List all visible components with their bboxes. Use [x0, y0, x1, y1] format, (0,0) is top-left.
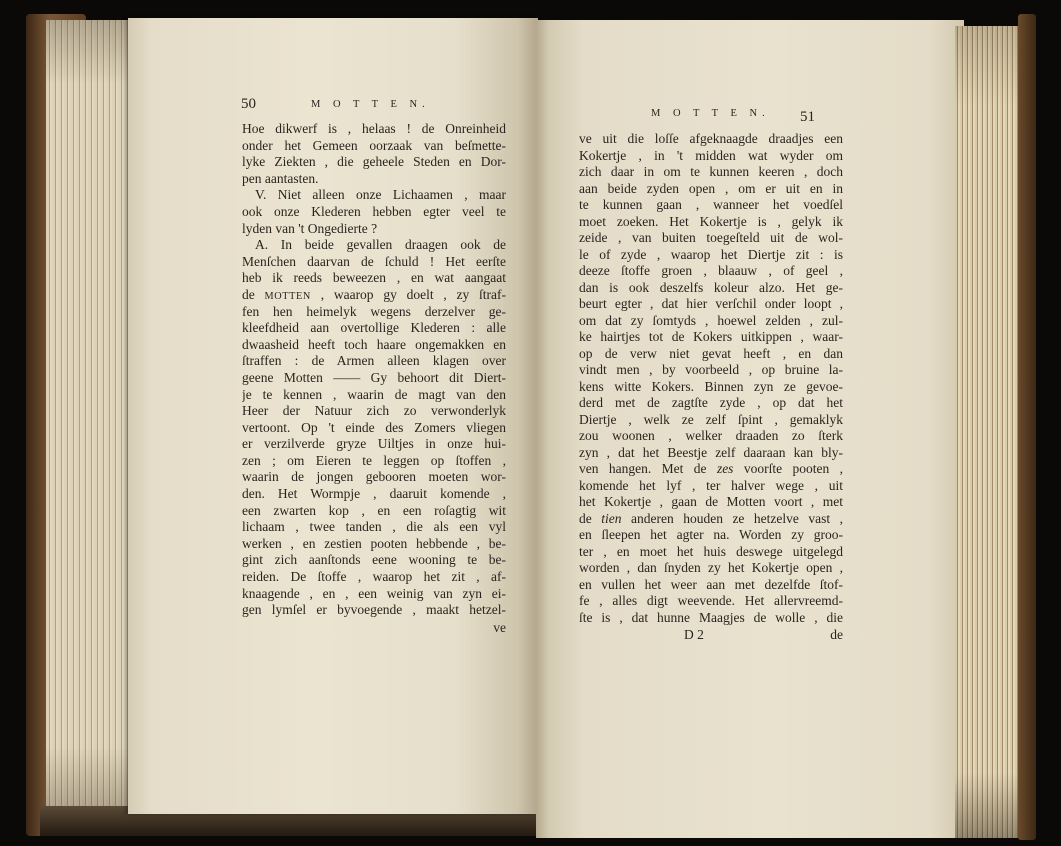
text-line: vindt men , by voorbeeld , op bruine la- [579, 362, 843, 377]
text-line: ve uit die loſſe afgeknaagde draadjes een [579, 131, 843, 146]
text-segment: de [242, 286, 265, 302]
text-line: een zwarten kop , en een roſagtig wit [242, 502, 506, 518]
text-line: den. Het Wormpje , daaruit komende , [242, 486, 506, 502]
text-line: kleefdheid aan overtollige Klederen : alle [242, 320, 506, 336]
text-line: en ſleepen het agter na. Worden zy groo- [579, 527, 843, 542]
text-line: Kokertje , in 't midden wat wyder om [579, 147, 843, 163]
text-line: te kunnen gaan , wanneer het voedſel [579, 197, 843, 212]
text-line: gint zich aanſtonds eene wooning te be- [242, 552, 506, 568]
text-line: ſte is , dat hunne Maagjes de wolle , die [579, 609, 843, 625]
catchword-left: ve [493, 620, 506, 635]
left-page-text [242, 121, 506, 619]
text-line: ſtraffen : de Armen alleen klagen over [242, 353, 506, 369]
text-segment: de [579, 510, 602, 526]
text-line: Diertje , welk ze zelf ſpint , gemaklyk [579, 411, 843, 427]
text-line: om dat zy ſomtyds , hoewel zelden , zul- [579, 312, 843, 328]
text-line: le of zyde , waarop het Diertje zit : is [579, 246, 843, 262]
text-line: zeide , van buiten toegeſteld uit de wol- [579, 230, 843, 245]
page-number-right: 51 [800, 109, 815, 125]
text-segment: ven hangen. Met de [579, 461, 717, 476]
text-line: kens witte Kokers. Binnen zyn ze gevoe- [579, 378, 843, 394]
page-number-left: 50 [241, 96, 256, 112]
running-head-right: M O T T E N. [651, 108, 770, 119]
running-head-left: M O T T E N. [311, 99, 430, 110]
text-line: onder het Gemeen oorzaak van beſmette- [242, 137, 506, 153]
text-line: worden , dan ſnyden zy het Kokertje open , [579, 560, 843, 575]
text-line: ke hairtjes tot de Kokers uitkippen , waar- [579, 329, 843, 344]
text-line: op de verw niet gevat heeft , en dan [579, 345, 843, 361]
text-line: V. Niet alleen onze Lichaamen , maar [255, 187, 506, 203]
text-line: lyke Ziekten , die geheele Steden en Dor- [242, 154, 506, 170]
text-line [242, 287, 506, 304]
italic-word: zes [716, 461, 734, 476]
text-line: fen hen heimelyk wegens derzelver ge- [242, 303, 506, 319]
text-line: werken , en zestien pooten hebbende , be- [242, 535, 506, 551]
text-segment: voorſte pooten , [733, 461, 843, 476]
page-edges-right [955, 26, 1021, 838]
text-line: fe , alles digt weevende. Het allervreemd- [579, 593, 843, 608]
text-line: je te kennen , waarin de magt van den [242, 386, 506, 402]
catchword-right: de [830, 627, 843, 642]
text-line: derd met de zagtſte zyde , op dat het [579, 395, 843, 410]
text-line: moet zoeken. Het Kokertje is , gelyk ik [579, 213, 843, 229]
text-line: dan is ook deszelfs koleur alzo. Het ge- [579, 279, 843, 295]
text-line: dwaasheid heeft toch haare ongemakken en [242, 336, 506, 352]
text-line: ter , en moet het huis deswege uitgelegd [579, 543, 843, 559]
text-line: pen aantasten. [242, 170, 319, 186]
text-line: reiden. De ſtoffe , waarop het zit , af- [242, 569, 506, 585]
text-line: Heer der Natuur zich zo verwonderlyk [242, 403, 506, 419]
text-line: A. In beide gevallen draagen ook de [255, 237, 506, 253]
text-line: aan beide zyden open , om er uit en in [579, 180, 843, 196]
text-line: vertoont. Op 't einde des Zomers vliegen [242, 419, 506, 435]
text-line: heb ik reeds beweezen , en wat aangaat [242, 270, 506, 286]
text-line: Hoe dikwerf is , helaas ! de Onreinheid [242, 121, 506, 136]
text-line: beurt egter , dat hier verſchil onder loopt , [579, 296, 843, 311]
text-line: Menſchen daarvan de ſchuld ! Het eerſte [242, 253, 506, 269]
text-line [579, 511, 843, 528]
text-line: gen lymſel er byvoegende , maakt hetzel- [242, 602, 506, 618]
text-line: geene Motten —— Gy behoort dit Diert- [242, 369, 506, 385]
text-line: zen ; om Eieren te leggen op ſtoffen , [242, 452, 506, 468]
book-cover-right [1018, 14, 1036, 840]
text-line: lyden van 't Ongedierte ? [242, 220, 378, 236]
text-line: lichaam , twee tanden , die als een vyl [242, 519, 506, 535]
text-segment: anderen houden ze hetzelve vast , [621, 510, 843, 526]
text-line: zyn , dat het Beestje zelf daaraan kan bly- [579, 444, 843, 460]
text-line: deeze ſtoffe groen , blaauw , of geel , [579, 263, 843, 278]
text-line: zou woonen , welker draaden zo ſterk [579, 428, 843, 443]
text-line: er verzilverde gryze Uiltjes in onze hui- [242, 436, 506, 452]
text-segment: , waarop gy doelt , zy ſtraf- [310, 286, 506, 302]
text-line: en vullen het weer aan met dezelfde ſtof- [579, 576, 843, 592]
text-line: ook onze Klederen hebben egter veel te [242, 203, 506, 219]
text-line: knaagende , en , een weinig van zyn ei- [242, 585, 506, 601]
text-line: het Kokertje , gaan de Motten voort , met [579, 494, 843, 509]
small-caps-word: MOTTEN [264, 290, 311, 302]
text-line: waarin de jongen gebooren moeten wor- [242, 469, 506, 485]
signature-mark: D 2 [684, 627, 704, 642]
text-line: komende het lyf , ter halver wege , uit [579, 477, 843, 493]
page-edges-left [46, 20, 136, 828]
right-page-text [579, 131, 843, 626]
text-line [579, 461, 843, 478]
italic-word: tien [601, 510, 622, 526]
text-line: zich daar in om te kunnen keeren , doch [579, 164, 843, 179]
